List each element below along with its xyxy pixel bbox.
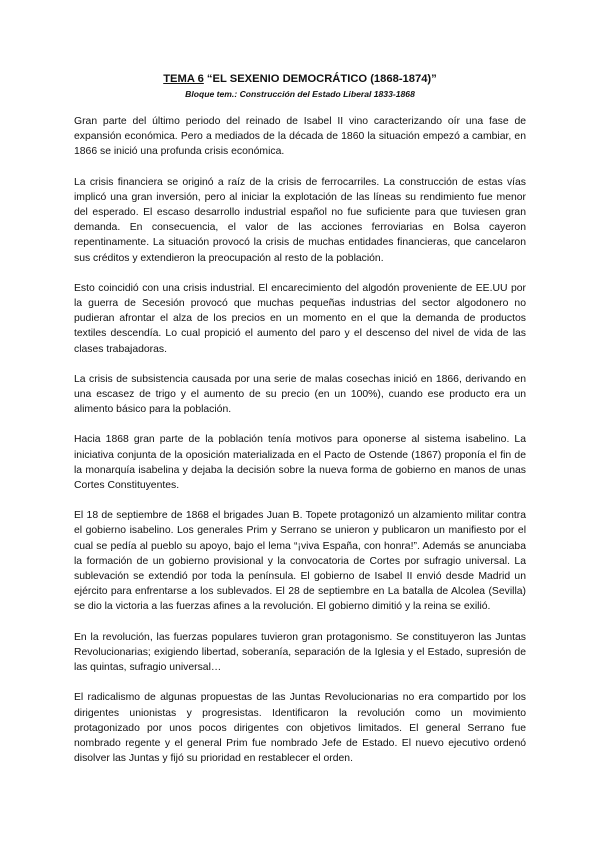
paragraph-new-government: El radicalismo de algunas propuestas de las Juntas Revolucionarias no era compartido por los dirigentes unionistas y progresistas. Identificaron la revolución como un movimiento protagonizado por unos pocos dirigentes con objetivos limitados. El general Serrano fue nombrado regente y el general Prim fue nombrado Jefe de Estado. El nuevo ejecutivo ordenó disolver las Juntas y fijó su prioridad en restablecer el orden. [74, 692, 526, 765]
paragraph-economic-expansion: Gran parte del último periodo del reinado de Isabel II vino caracterizando oír una fase de expansión económica. Pero a mediados de la década de 1860 la situación empezó a cambiar, en 1866 se inició una profunda crisis económica. [74, 116, 526, 158]
paragraph-industrial-crisis: Esto coincidió con una crisis industrial. El encarecimiento del algodón proveniente de EE.UU por la guerra de Secesión provocó que muchas pequeñas industrias del sector algodonero no pudieran afrontar el alza de los precios en un momento en el que la demanda de productos textiles descendía. Lo cual propició el aumento del paro y el descenso del nivel de vida de las clases trabajadoras. [74, 282, 526, 355]
document-title [0, 72, 600, 86]
topic-number: TEMA 6 [163, 73, 204, 85]
document-subtitle: Bloque tem.: Construcción del Estado Liberal 1833-1868 [185, 89, 415, 99]
document-body [74, 114, 526, 781]
topic-title: “EL SEXENIO DEMOCRÁTICO (1868-1874)” [203, 73, 437, 85]
paragraph-subsistence-crisis: La crisis de subsistencia causada por una serie de malas cosechas inició en 1866, derivando en una escasez de trigo y el aumento de su precio (en un 100%), cuando ese producto era un alimento básico para la población. [74, 373, 526, 416]
paragraph-financial-crisis: La crisis financiera se originó a raíz de la crisis de ferrocarriles. La construcción de estas vías implicó una gran inversión, pero al iniciar la explotación de las líneas su rendimiento fue menor del esperado. El escaso desarrollo industrial español no fue suficiente para que tuviesen gran demanda. En consecuencia, el valor de las acciones ferroviarias en Bolsa cayeron repentinamente. La situación provocó la crisis de muchas entidades financieras, que cancelaron sus créditos y extendieron la preocupación al resto de la población. [74, 176, 526, 264]
paragraph-pacto-ostende: Hacia 1868 gran parte de la población tenía motivos para oponerse al sistema isabelino. La iniciativa conjunta de la oposición materializada en el Pacto de Ostende (1867) proponía el fin de la monarquía isabelina y dejaba la decisión sobre la nueva forma de gobierno en manos de unas Cortes Constituyentes. [74, 434, 526, 492]
document-header [0, 72, 600, 100]
paragraph-uprising: El 18 de septiembre de 1868 el brigades Juan B. Topete protagonizó un alzamiento militar contra el gobierno isabelino. Los generales Prim y Serrano se unieron y publicaron un manifiesto por el cual se pedía al pueblo su apoyo, bajo el lema “¡viva España, con honra!”. Además se anunciaba la formación de un gobierno provisional y la convocatoria de Cortes por sufragio universal. La sublevación se extendió por toda la península. El gobierno de Isabel II envió desde Madrid un ejército para enfrentarse a los sublevados. El 28 de septiembre en La batalla de Alcolea (Sevilla) se dio la victoria a las fuerzas afines a la revolución. El gobierno dimitió y la reina se exilió. [74, 510, 526, 613]
paragraph-revolutionary-juntas: En la revolución, las fuerzas populares tuvieron gran protagonismo. Se constituyeron las Juntas Revolucionarias; exigiendo libertad, soberanía, separación de la Iglesia y el Estado, supresión de las quintas, sufragio universal… [74, 631, 526, 674]
